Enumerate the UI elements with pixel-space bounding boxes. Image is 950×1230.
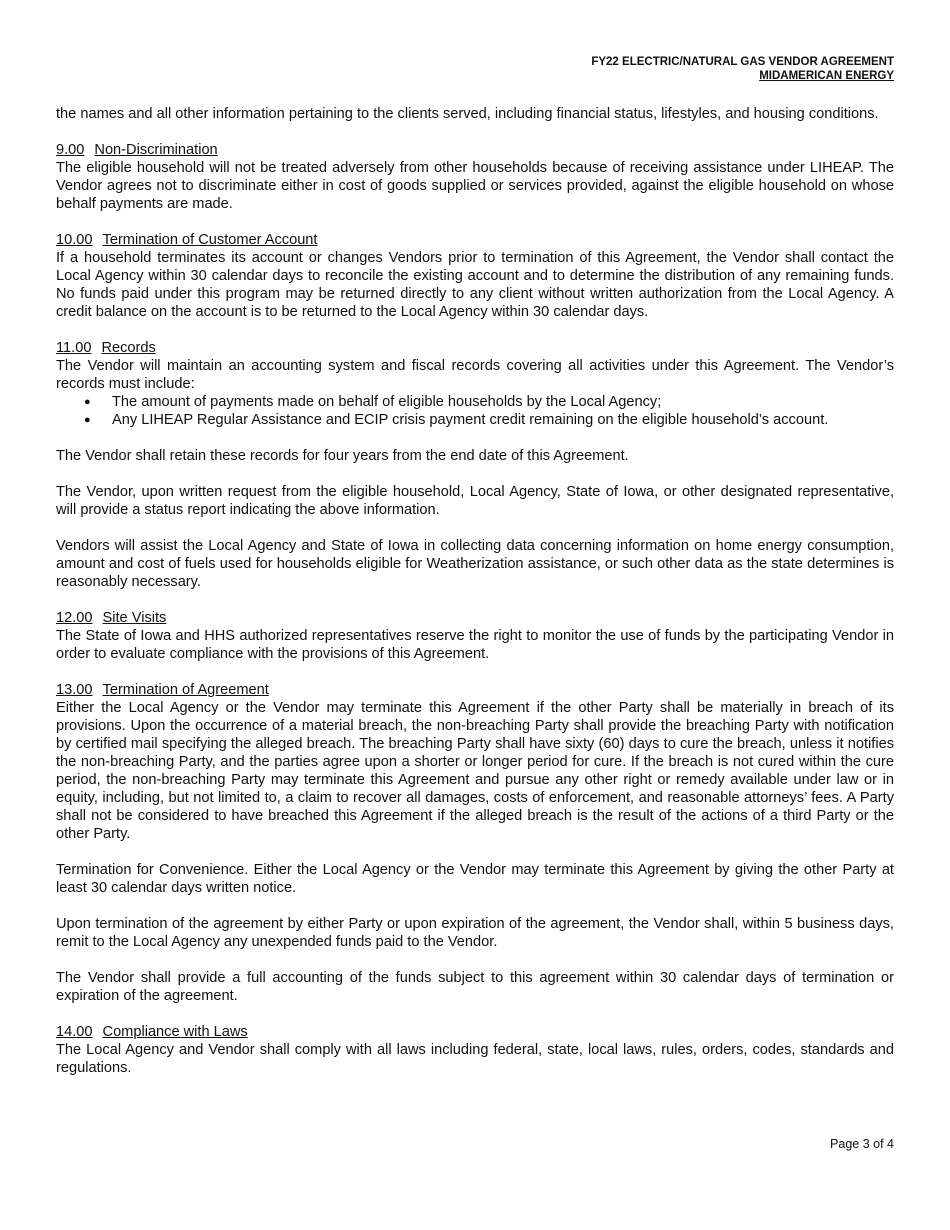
section-13-paragraph-4: The Vendor shall provide a full accounting of the funds subject to this agreement within 30 calendar days of termination or expiration of the agreement. xyxy=(56,970,894,1004)
section-14-number: 14.00 xyxy=(56,1024,93,1040)
section-11-body: The Vendor will maintain an accounting system and fiscal records covering all activities under this Agreement. The Vendor’s records must include: xyxy=(56,358,894,392)
section-14-heading xyxy=(56,1023,894,1041)
section-12-heading xyxy=(56,609,894,627)
section-11-paragraph-3: The Vendor, upon written request from the eligible household, Local Agency, State of Iowa, or other designated representative, will provide a status report indicating the above information. xyxy=(56,484,894,518)
section-11-paragraph-4: Vendors will assist the Local Agency and State of Iowa in collecting data concerning information on home energy consumption, amount and cost of fuels used for households eligible for Weatherization assistance, or such other data as the state determines is reasonably necessary. xyxy=(56,538,894,590)
header-subtitle: MIDAMERICAN ENERGY xyxy=(759,70,894,82)
section-9-number: 9.00 xyxy=(56,142,85,158)
section-13-body: Either the Local Agency or the Vendor may terminate this Agreement if the other Party shall be materially in breach of its provisions. Upon the occurrence of a material breach, the non-breaching Party shall provide the breaching Party with notification by certified mail specifying the alleged breach. The breaching Party shall have sixty (60) days to cure the breach, unless it notifies the non-breaching Party, and the parties agree upon a shorter or longer period for cure. If the breach is not cured within the cure period, the non-breaching Party may terminate this Agreement and pursue any other right or remedy available under law or in equity, including, but not limited to, a claim to recover all damages, costs of enforcement, and reasonable attorneys’ fees. A Party shall not be considered to have breached this Agreement if the alleged breach is the result of the actions of a third Party or the other Party. xyxy=(56,700,894,842)
section-10-title: Termination of Customer Account xyxy=(102,232,318,248)
section-13-title: Termination of Agreement xyxy=(102,682,269,698)
section-12-body: The State of Iowa and HHS authorized representatives reserve the right to monitor the use of funds by the participating Vendor in order to evaluate compliance with the provisions of this Agreement. xyxy=(56,628,894,662)
page-header xyxy=(591,55,894,83)
page-number: Page 3 of 4 xyxy=(830,1137,894,1151)
section-14-body: The Local Agency and Vendor shall comply with all laws including federal, state, local laws, rules, orders, codes, standards and regulations. xyxy=(56,1042,894,1076)
section-9-body: The eligible household will not be treated adversely from other households because of receiving assistance under LIHEAP. The Vendor agrees not to discriminate either in cost of goods supplied or services provided, against the eligible household on whose behalf payments are made. xyxy=(56,160,894,212)
section-12-number: 12.00 xyxy=(56,610,93,626)
header-title: FY22 ELECTRIC/NATURAL GAS VENDOR AGREEMENT xyxy=(591,56,894,68)
list-item: ● Any LIHEAP Regular Assistance and ECIP crisis payment credit remaining on the eligible household’s account. xyxy=(56,411,894,429)
section-10-body: If a household terminates its account or changes Vendors prior to termination of this Agreement, the Vendor shall contact the Local Agency within 30 calendar days to reconcile the existing account and to determine the distribution of any remaining funds. No funds paid under this program may be returned directly to any client without written authorization from the Local Agency. A credit balance on the account is to be returned to the Local Agency within 30 calendar days. xyxy=(56,250,894,320)
records-bullet-list xyxy=(56,393,894,429)
section-9-title: Non-Discrimination xyxy=(94,142,218,158)
list-item: ● The amount of payments made on behalf of eligible households by the Local Agency; xyxy=(56,393,894,411)
section-14-title: Compliance with Laws xyxy=(102,1024,248,1040)
section-13-paragraph-3: Upon termination of the agreement by either Party or upon expiration of the agreement, the Vendor shall, within 5 business days, remit to the Local Agency any unexpended funds paid to the Vendor. xyxy=(56,916,894,950)
section-9-heading xyxy=(56,141,894,159)
document-body xyxy=(56,105,894,1077)
intro-paragraph: the names and all other information pertaining to the clients served, including financial status, lifestyles, and housing conditions. xyxy=(56,106,879,122)
section-13-heading xyxy=(56,681,894,699)
section-13-paragraph-2: Termination for Convenience. Either the Local Agency or the Vendor may terminate this Agreement by giving the other Party at least 30 calendar days written notice. xyxy=(56,862,894,896)
section-12-title: Site Visits xyxy=(102,610,167,626)
section-11-title: Records xyxy=(101,340,156,356)
section-10-number: 10.00 xyxy=(56,232,93,248)
section-11-paragraph-2: The Vendor shall retain these records for four years from the end date of this Agreement. xyxy=(56,448,629,464)
section-13-number: 13.00 xyxy=(56,682,93,698)
section-11-number: 11.00 xyxy=(56,340,92,356)
section-10-heading xyxy=(56,231,894,249)
section-11-heading xyxy=(56,339,894,357)
